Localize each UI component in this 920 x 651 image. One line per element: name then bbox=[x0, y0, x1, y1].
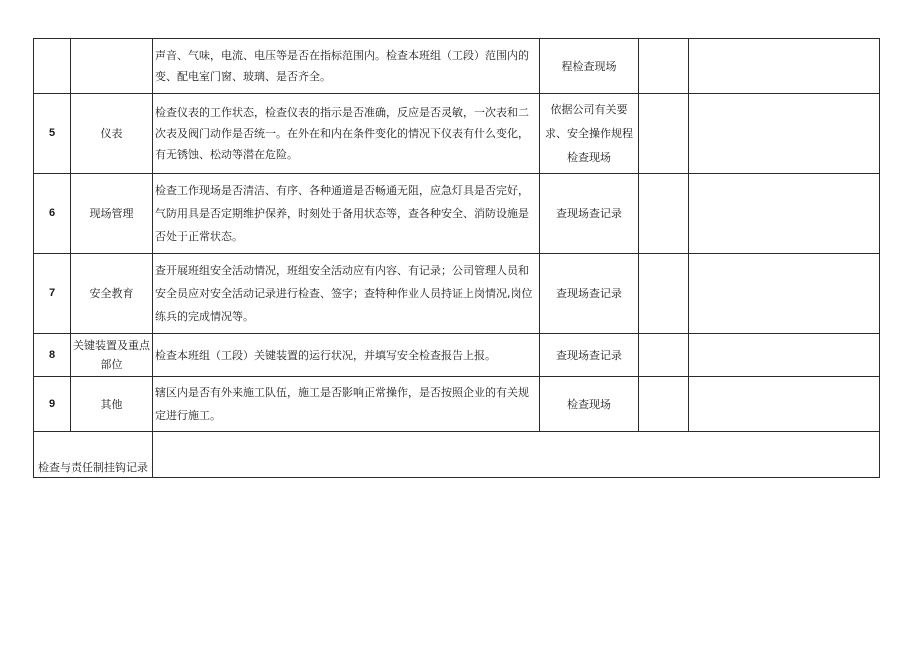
check-content: 辖区内是否有外来施工队伍，施工是否影响正常操作，是否按照企业的有关规定进行施工。 bbox=[153, 377, 540, 432]
row-number: 7 bbox=[34, 254, 71, 334]
empty-cell bbox=[689, 334, 880, 377]
empty-cell bbox=[689, 94, 880, 174]
empty-cell bbox=[639, 377, 689, 432]
check-item: 关键装置及重点部位 bbox=[71, 334, 153, 377]
table-row bbox=[34, 174, 880, 254]
check-method: 依据公司有关要求、安全操作规程检查现场 bbox=[540, 94, 639, 174]
check-content: 检查仪表的工作状态，检查仪表的指示是否准确，反应是否灵敏，一次表和二次表及阀门动作是否统一。在外在和内在条件变化的情况下仪表有什么变化，有无锈蚀、松动等潜在危险。 bbox=[153, 94, 540, 174]
table-row bbox=[34, 94, 880, 174]
empty-cell bbox=[639, 174, 689, 254]
empty-cell bbox=[689, 39, 880, 94]
check-item: 现场管理 bbox=[71, 174, 153, 254]
table-row bbox=[34, 334, 880, 377]
check-method: 查现场查记录 bbox=[540, 334, 639, 377]
check-item: 仪表 bbox=[71, 94, 153, 174]
check-method: 查现场查记录 bbox=[540, 254, 639, 334]
check-content: 检查本班组（工段）关键装置的运行状况，并填写安全检查报告上报。 bbox=[153, 334, 540, 377]
row-number: 8 bbox=[34, 334, 71, 377]
empty-cell bbox=[639, 39, 689, 94]
empty-cell bbox=[639, 334, 689, 377]
check-method: 程检查现场 bbox=[540, 39, 639, 94]
footer-label: 检查与责任制挂钩记录 bbox=[34, 432, 153, 478]
empty-cell bbox=[639, 254, 689, 334]
row-number: 5 bbox=[34, 94, 71, 174]
check-method: 查现场查记录 bbox=[540, 174, 639, 254]
check-method: 检查现场 bbox=[540, 377, 639, 432]
check-item bbox=[71, 39, 153, 94]
empty-cell bbox=[639, 94, 689, 174]
inspection-table bbox=[33, 38, 880, 478]
row-number bbox=[34, 39, 71, 94]
check-item: 其他 bbox=[71, 377, 153, 432]
row-number: 9 bbox=[34, 377, 71, 432]
empty-cell bbox=[689, 174, 880, 254]
check-item: 安全教育 bbox=[71, 254, 153, 334]
row-number: 6 bbox=[34, 174, 71, 254]
check-content: 检查工作现场是否清洁、有序、各种通道是否畅通无阻，应急灯具是否完好，气防用具是否定期维护保养，时刻处于备用状态等，查各种安全、消防设施是否处于正常状态。 bbox=[153, 174, 540, 254]
footer-record-cell bbox=[153, 432, 880, 478]
table-row bbox=[34, 377, 880, 432]
empty-cell bbox=[689, 377, 880, 432]
check-content: 声音、气味，电流、电压等是否在指标范围内。检查本班组（工段）范围内的变、配电室门窗、玻璃、是否齐全。 bbox=[153, 39, 540, 94]
empty-cell bbox=[689, 254, 880, 334]
check-content: 查开展班组安全活动情况，班组安全活动应有内容、有记录；公司管理人员和安全员应对安全活动记录进行检查、签字；查特种作业人员持证上岗情况,岗位练兵的完成情况等。 bbox=[153, 254, 540, 334]
footer-row bbox=[34, 432, 880, 478]
table-row bbox=[34, 39, 880, 94]
table-row bbox=[34, 254, 880, 334]
